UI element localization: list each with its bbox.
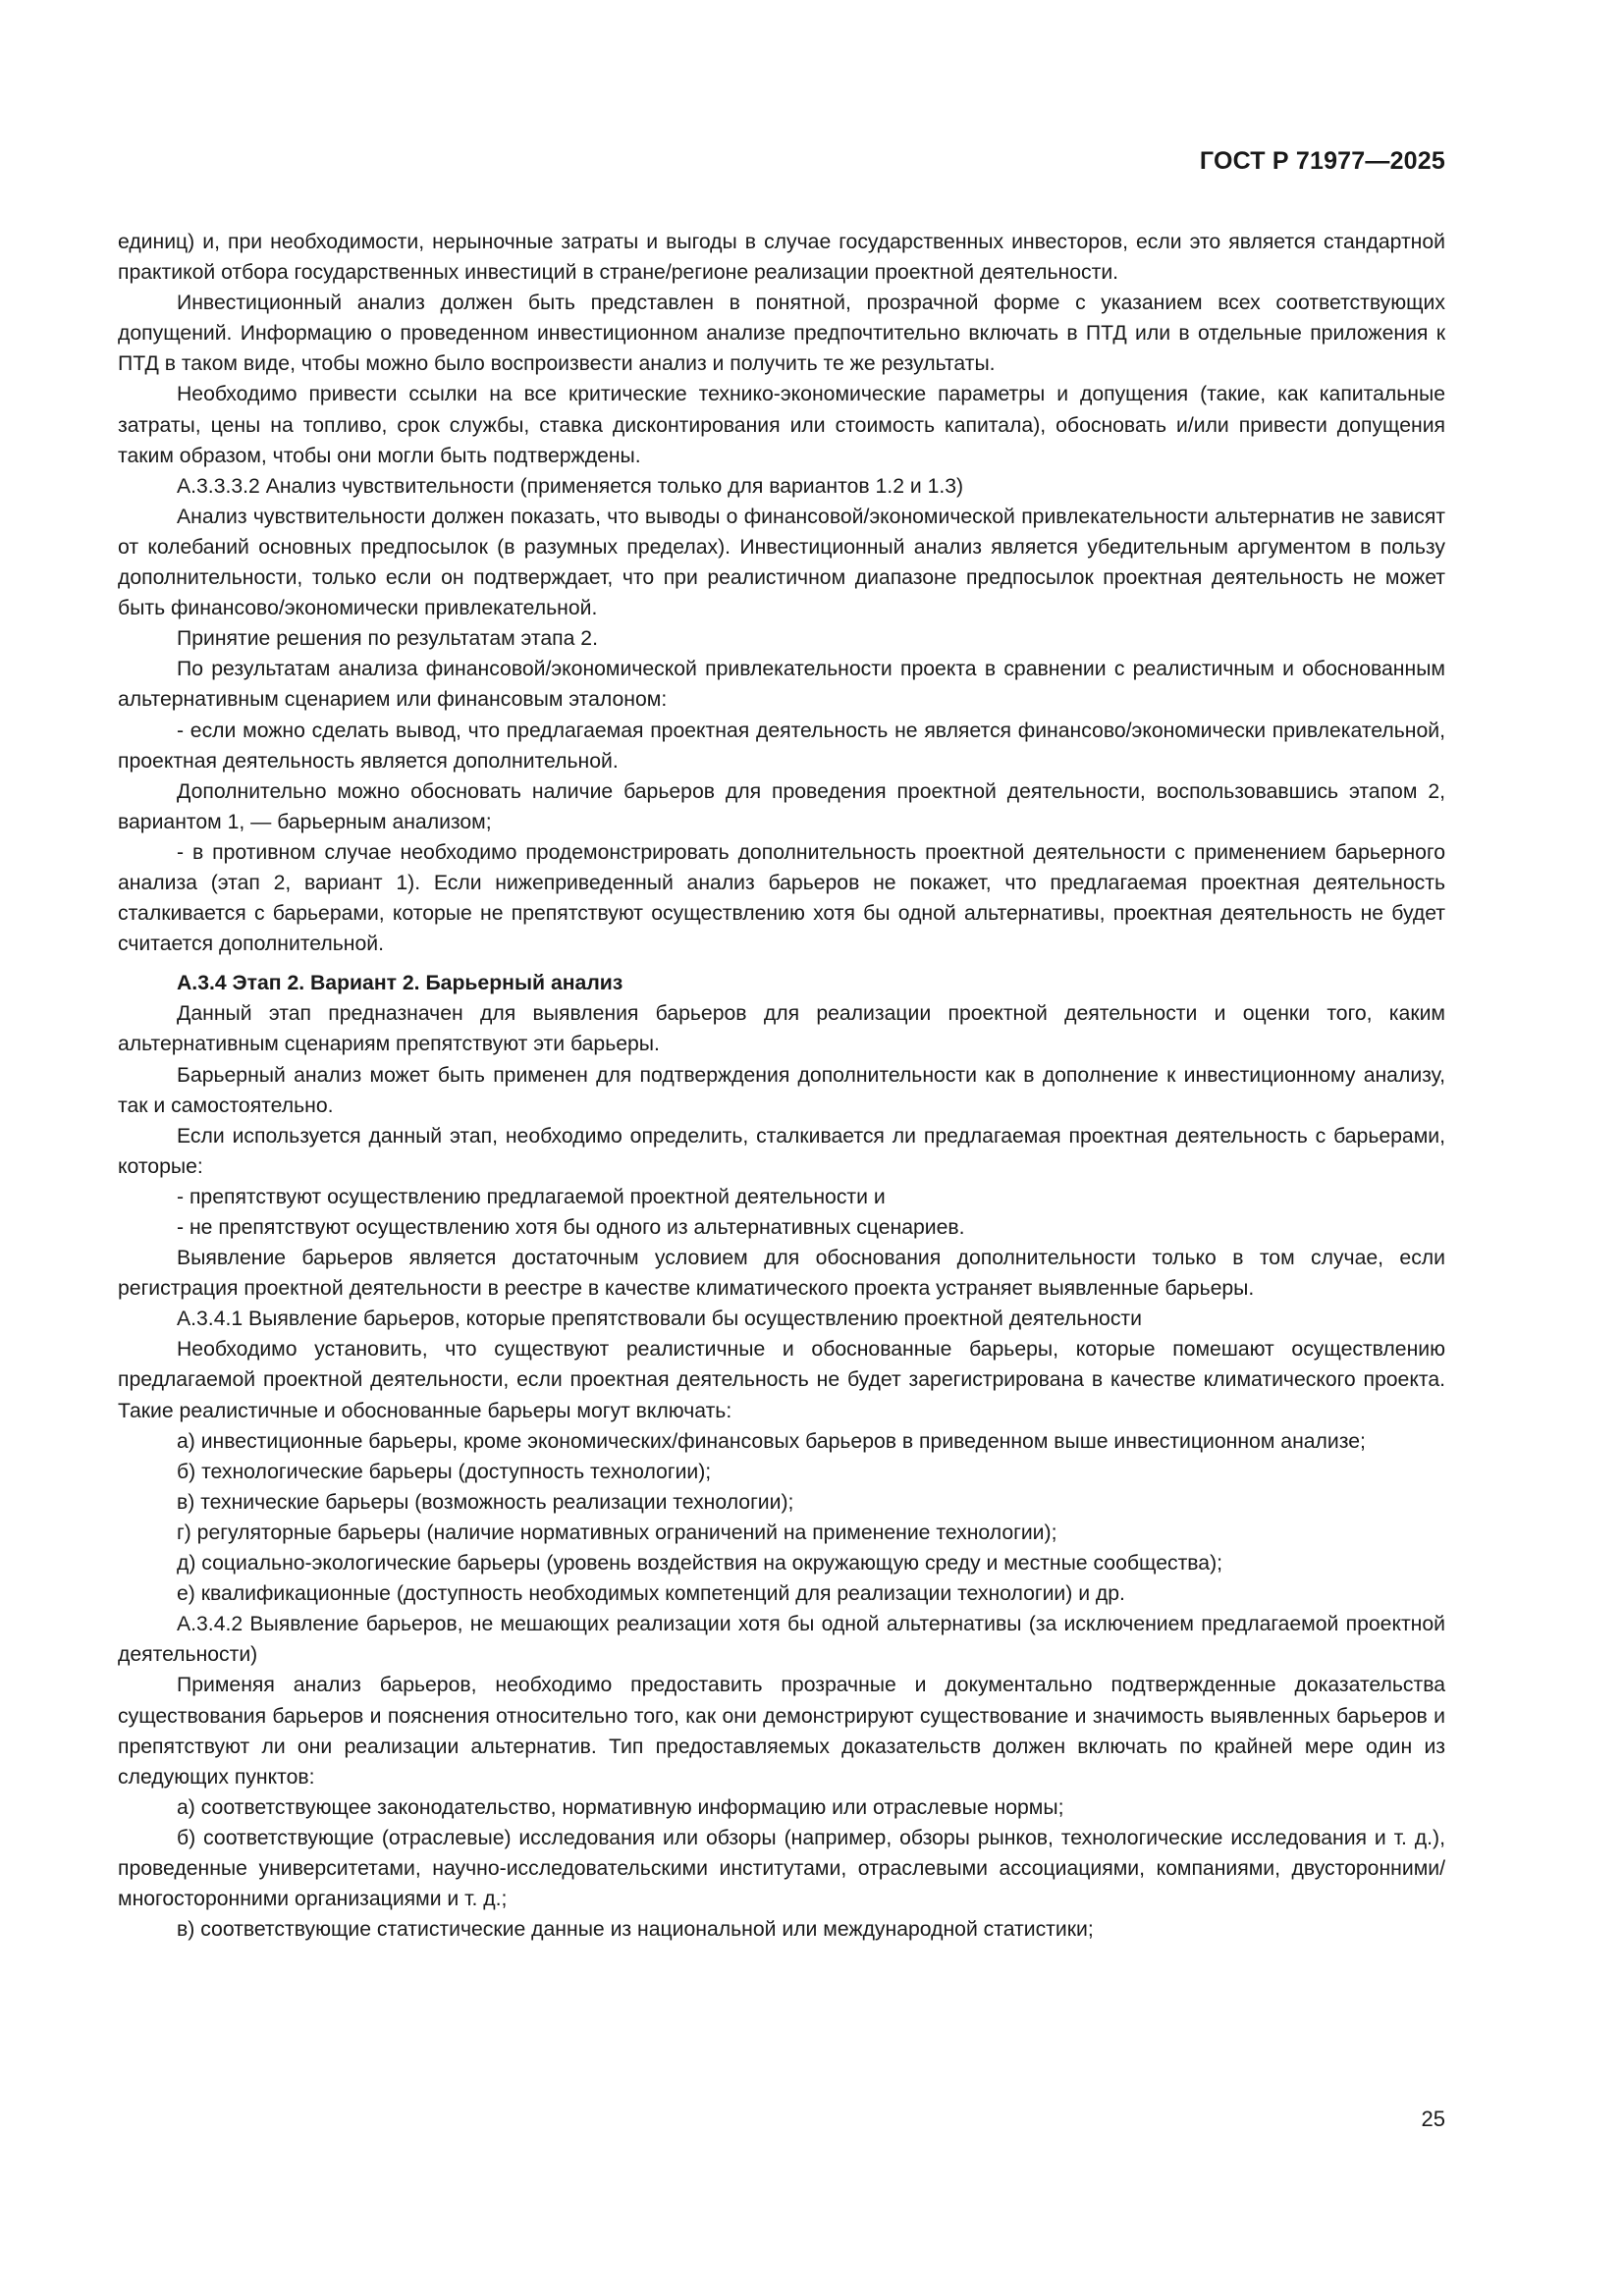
paragraph: Применяя анализ барьеров, необходимо предоставить прозрачные и документально подтвержденные доказательства существования барьеров и пояснения относительно того, как они демонстрируют существование и значимость выявленных барьеров и препятствуют ли они реализации альтернатив. Тип предоставляемых доказательств должен включать по крайней мере один из следующих пунктов: [118, 1674, 1445, 1789]
list-item: е) квалификационные (доступность необходимых компетенций для реализации технологии) и др. [177, 1582, 1125, 1606]
list-item: - в противном случае необходимо продемонстрировать дополнительность проектной деятельности с применением барьерного анализа (этап 2, вариант 1). Если нижеприведенный анализ барьеров не покажет, что предлагаемая проектная деятельность сталкивается с барьерами, которые не препятствуют осуществлению хотя бы одной альтернативы, проектная деятельность не будет считается дополнительной. [118, 840, 1445, 956]
paragraph: Данный этап предназначен для выявления барьеров для реализации проектной деятельности и оценки того, каким альтернативным сценариям препятствуют эти барьеры. [118, 1002, 1445, 1056]
paragraph: Необходимо привести ссылки на все критические технико-экономические параметры и допущения (такие, как капитальные затраты, цены на топливо, срок службы, ставка дисконтирования или стоимость капитала), обосновать и/или привести допущения таким образом, чтобы они могли быть подтверждены. [118, 383, 1445, 467]
paragraph: Инвестиционный анализ должен быть представлен в понятной, прозрачной форме с указанием всех соответствующих допущений. Информацию о проведенном инвестиционном анализе предпочтительно включать в ПТД или в отдельные приложения к ПТД в таком виде, чтобы можно было воспроизвести анализ и получить те же результаты. [118, 292, 1445, 376]
subsection-title: А.3.4.2 Выявление барьеров, не мешающих реализации хотя бы одной альтернативы (за исключением предлагаемой проектной деятельности) [118, 1613, 1445, 1667]
paragraph: Принятие решения по результатам этапа 2. [177, 627, 598, 651]
paragraph: Если используется данный этап, необходимо определить, сталкивается ли предлагаемая проектная деятельность с барьерами, которые: [118, 1124, 1445, 1178]
list-item: б) соответствующие (отраслевые) исследования или обзоры (например, обзоры рынков, технологические исследования и т. д.), проведенные университетами, научно-исследовательскими институтами, отраслевыми ассоциациями, компаниями, двусторонними/многосторонними организациями и т. д.; [118, 1826, 1445, 1911]
subsection-title: А.3.3.3.2 Анализ чувствительности (применяется только для вариантов 1.2 и 1.3) [177, 474, 964, 498]
list-item: д) социально-экологические барьеры (уровень воздействия на окружающую среду и местные сообщества); [177, 1552, 1223, 1575]
list-item: в) соответствующие статистические данные из национальной или международной статистики; [177, 1918, 1094, 1942]
paragraph: Выявление барьеров является достаточным условием для обоснования дополнительности только в том случае, если регистрация проектной деятельности в реестре в качестве климатического проекта устраняет выявленные барьеры. [118, 1247, 1445, 1301]
list-item: - препятствуют осуществлению предлагаемой проектной деятельности и [177, 1185, 886, 1208]
list-item: г) регуляторные барьеры (наличие нормативных ограничений на применение технологии); [177, 1521, 1057, 1544]
paragraph: единиц) и, при необходимости, нерыночные затраты и выгоды в случае государственных инвесторов, если это является стандартной практикой отбора государственных инвестиций в стране/регионе реализации проектной деятельности. [118, 231, 1445, 285]
paragraph: Необходимо установить, что существуют реалистичные и обоснованные барьеры, которые помешают осуществлению предлагаемой проектной деятельности, если проектная деятельность не будет зарегистрирована в качестве климатического проекта. Такие реалистичные и обоснованные барьеры могут включать: [118, 1338, 1445, 1422]
paragraph: Дополнительно можно обосновать наличие барьеров для проведения проектной деятельности, воспользовавшись этапом 2, вариантом 1, — барьерным анализом; [118, 779, 1445, 833]
section-heading: А.3.4 Этап 2. Вариант 2. Барьерный анализ [177, 972, 623, 995]
subsection-title: А.3.4.1 Выявление барьеров, которые препятствовали бы осуществлению проектной деятельности [177, 1308, 1142, 1331]
list-item: а) соответствующее законодательство, нормативную информацию или отраслевые нормы; [177, 1795, 1064, 1819]
page-number: 25 [1421, 2107, 1445, 2131]
document-body [118, 227, 1445, 1945]
paragraph: По результатам анализа финансовой/экономической привлекательности проекта в сравнении с реалистичным и обоснованным альтернативным сценарием или финансовым эталоном: [118, 658, 1445, 712]
list-item: б) технологические барьеры (доступность технологии); [177, 1460, 712, 1483]
list-item: а) инвестиционные барьеры, кроме экономических/финансовых барьеров в приведенном выше инвестиционном анализе; [177, 1429, 1366, 1453]
standard-header: ГОСТ Р 71977—2025 [1199, 147, 1445, 175]
list-item: - не препятствуют осуществлению хотя бы одного из альтернативных сценариев. [177, 1216, 965, 1239]
paragraph: Барьерный анализ может быть применен для подтверждения дополнительности как в дополнение к инвестиционному анализу, так и самостоятельно. [118, 1063, 1445, 1117]
list-item: - если можно сделать вывод, что предлагаемая проектная деятельность не является финансово/экономически привлекательной, проектная деятельность является дополнительной. [118, 719, 1445, 773]
list-item: в) технические барьеры (возможность реализации технологии); [177, 1490, 794, 1514]
paragraph: Анализ чувствительности должен показать, что выводы о финансовой/экономической привлекательности альтернатив не зависят от колебаний основных предпосылок (в разумных пределах). Инвестиционный анализ является убедительным аргументом в пользу дополнительности, только если он подтверждает, что при реалистичном диапазоне предпосылок проектная деятельность не может быть финансово/экономически привлекательной. [118, 505, 1445, 620]
document-page [118, 0, 1445, 2296]
